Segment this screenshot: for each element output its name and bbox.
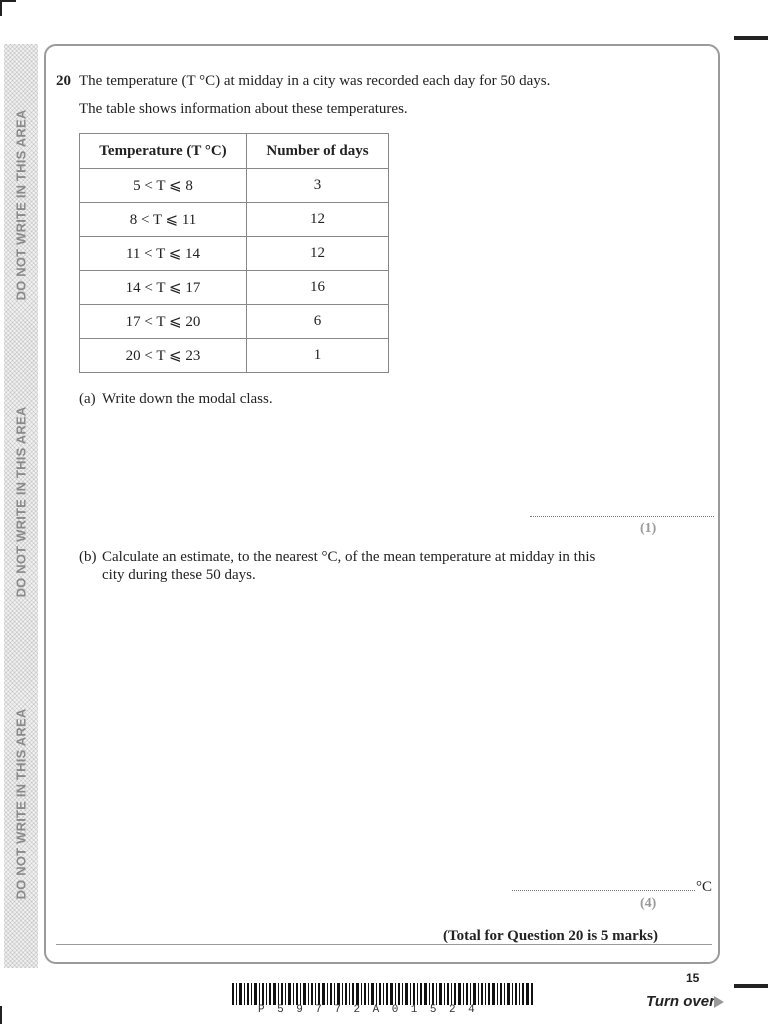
crop-mark xyxy=(0,0,16,2)
barcode xyxy=(232,983,534,1005)
table-row xyxy=(80,339,389,373)
temperature-table xyxy=(79,133,389,373)
table-row xyxy=(80,271,389,305)
number-of-days: 6 xyxy=(247,305,389,339)
table-row xyxy=(80,237,389,271)
number-of-days: 3 xyxy=(247,169,389,203)
question-number: 20 xyxy=(56,73,71,89)
unit-celsius: °C xyxy=(696,879,713,895)
part-b-label: (b) xyxy=(79,549,97,565)
part-a-text: Write down the modal class. xyxy=(102,391,273,407)
part-a-label: (a) xyxy=(79,391,96,407)
number-of-days: 12 xyxy=(247,237,389,271)
table-intro: The table shows information about these temperatures. xyxy=(79,101,408,117)
number-of-days: 12 xyxy=(247,203,389,237)
table-row xyxy=(80,305,389,339)
edge-mark xyxy=(734,984,768,988)
marks-a: (1) xyxy=(640,521,657,536)
table-row xyxy=(80,169,389,203)
divider xyxy=(56,944,712,945)
temperature-class: 8 < T ⩽ 11 xyxy=(80,203,247,237)
part-b-text-line2: city during these 50 days. xyxy=(102,567,256,583)
marks-b: (4) xyxy=(640,896,657,911)
table-header: Temperature (T °C) xyxy=(80,134,247,169)
question-intro: The temperature (T °C) at midday in a city was recorded each day for 50 days. xyxy=(79,73,551,89)
temperature-class: 20 < T ⩽ 23 xyxy=(80,339,247,373)
margin-warning: DO NOT WRITE IN THIS AREA xyxy=(13,109,29,301)
temperature-class: 5 < T ⩽ 8 xyxy=(80,169,247,203)
barcode-text: P59772A01524 xyxy=(258,1004,488,1016)
turn-over-arrow-icon xyxy=(714,996,724,1008)
page-number: 15 xyxy=(686,971,700,985)
crop-mark xyxy=(0,1006,2,1024)
number-of-days: 1 xyxy=(247,339,389,373)
temperature-class: 17 < T ⩽ 20 xyxy=(80,305,247,339)
margin-warning: DO NOT WRITE IN THIS AREA xyxy=(13,406,29,598)
part-b-text-line1: Calculate an estimate, to the nearest °C, of the mean temperature at midday in this xyxy=(102,549,596,565)
table-header: Number of days xyxy=(247,134,389,169)
table-row xyxy=(80,203,389,237)
temperature-class: 11 < T ⩽ 14 xyxy=(80,237,247,271)
question-total: (Total for Question 20 is 5 marks) xyxy=(442,928,658,944)
crop-mark xyxy=(0,0,2,16)
number-of-days: 16 xyxy=(247,271,389,305)
answer-line-b[interactable] xyxy=(512,890,695,891)
edge-mark xyxy=(734,36,768,40)
turn-over-label: Turn over xyxy=(646,993,715,1010)
temperature-class: 14 < T ⩽ 17 xyxy=(80,271,247,305)
answer-line-a[interactable] xyxy=(530,516,714,517)
margin-warning: DO NOT WRITE IN THIS AREA xyxy=(13,708,29,900)
